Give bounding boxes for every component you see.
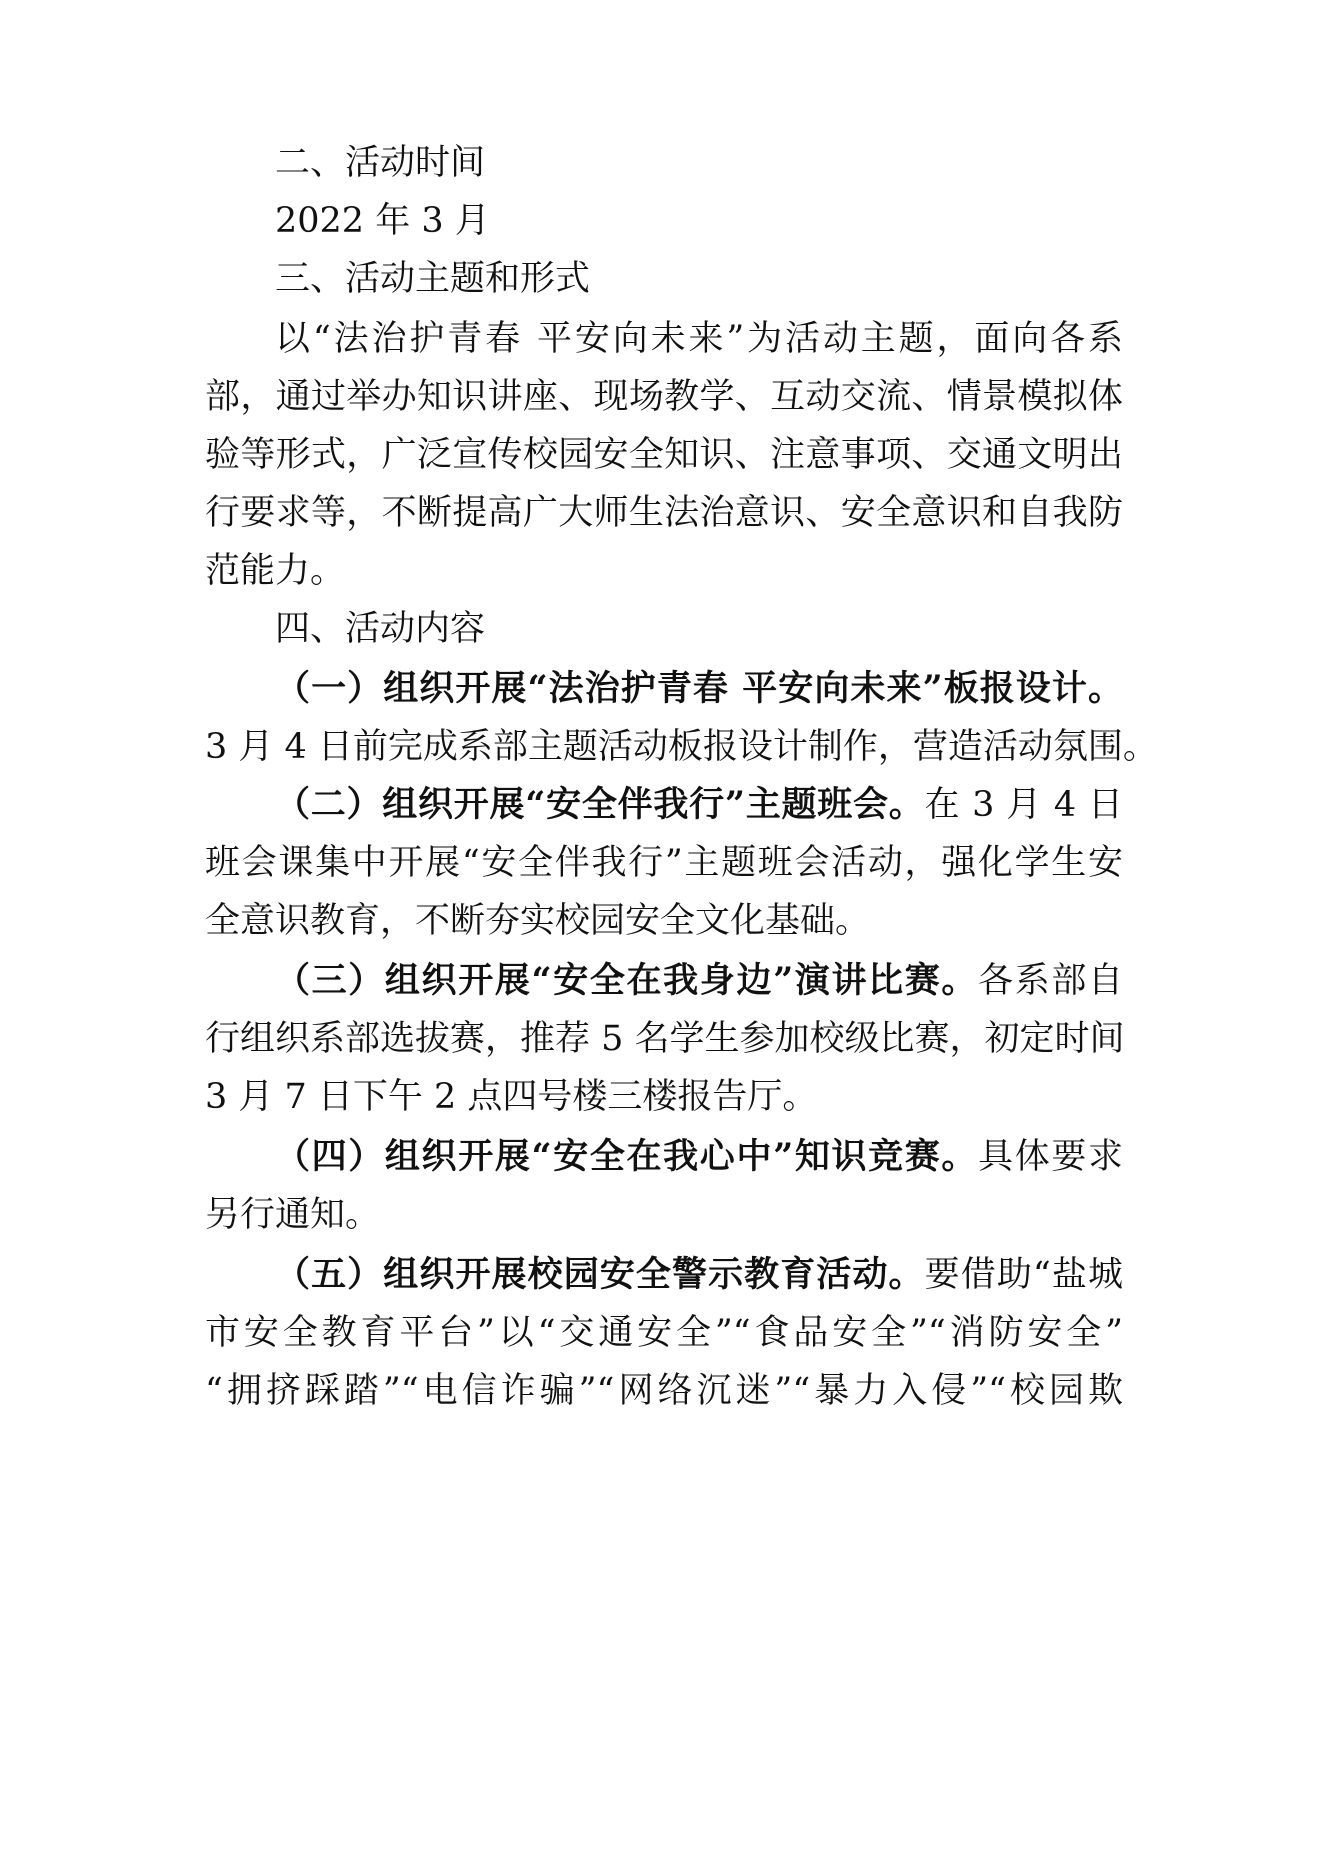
paragraph-line: 以“法治护青春 平安向未来”为活动主题，面向各系 <box>275 319 1123 359</box>
item-title-2: （二）组织开展“安全伴我行”主题班会。 <box>275 784 925 825</box>
item-text-2: 在 3 月 4 日 <box>924 785 1123 825</box>
section-heading-theme: 三、活动主题和形式 <box>275 259 591 299</box>
item-text-5: 要借助“盐城 <box>924 1255 1123 1295</box>
paragraph-line: 3 月 4 日前完成系部主题活动板报设计制作，营造活动氛围。 <box>205 727 1158 767</box>
item-line-3 <box>275 958 1123 1004</box>
section-heading-time: 二、活动时间 <box>275 143 486 183</box>
paragraph-line: 部，通过举办知识讲座、现场教学、互动交流、情景模拟体 <box>205 377 1123 417</box>
item-title-5: （五）组织开展校园安全警示教育活动。 <box>275 1254 925 1295</box>
paragraph-line: “拥挤踩踏”“电信诈骗”“网络沉迷”“暴力入侵”“校园欺 <box>205 1371 1123 1411</box>
item-text-3: 各系部自 <box>978 961 1123 1001</box>
paragraph-line: 另行通知。 <box>205 1195 381 1235</box>
paragraph-line: 班会课集中开展“安全伴我行”主题班会活动，强化学生安 <box>205 843 1123 883</box>
paragraph-line: 全意识教育，不断夯实校园安全文化基础。 <box>205 901 871 941</box>
item-line-5 <box>275 1252 1123 1298</box>
section-heading-content: 四、活动内容 <box>275 609 486 649</box>
paragraph-line: 市安全教育平台”以“交通安全”“食品安全”“消防安全” <box>205 1313 1123 1353</box>
item-title-3: （三）组织开展“安全在我身边”演讲比赛。 <box>275 960 979 1001</box>
paragraph-line: 行组织系部选拔赛，推荐 5 名学生参加校级比赛，初定时间 <box>205 1019 1125 1059</box>
activity-date: 2022 年 3 月 <box>275 201 490 241</box>
item-title-4: （四）组织开展“安全在我心中”知识竞赛。 <box>275 1136 979 1177</box>
item-line-4 <box>275 1134 1123 1180</box>
paragraph-line: 3 月 7 日下午 2 点四号楼三楼报告厅。 <box>205 1077 818 1117</box>
item-title-1: （一）组织开展“法治护青春 平安向未来”板报设计。 <box>275 668 1123 709</box>
item-text-4: 具体要求 <box>978 1137 1123 1177</box>
paragraph-line: 验等形式，广泛宣传校园安全知识、注意事项、交通文明出 <box>205 435 1123 475</box>
paragraph-line: 行要求等，不断提高广大师生法治意识、安全意识和自我防 <box>205 493 1123 533</box>
paragraph-line: 范能力。 <box>205 551 346 591</box>
item-line-2 <box>275 782 1123 828</box>
